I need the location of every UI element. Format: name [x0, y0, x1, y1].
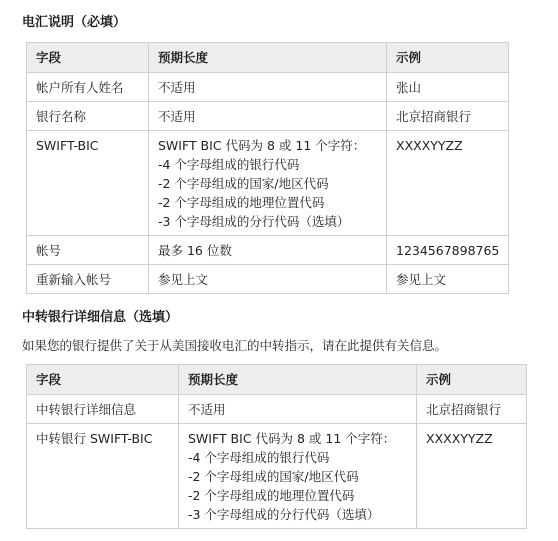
cell-expected-length	[149, 236, 387, 265]
wire-table-body	[27, 73, 509, 294]
table-row	[27, 236, 509, 265]
intermediary-table-body	[27, 395, 527, 529]
cell-example: 1234567898765	[387, 236, 509, 265]
cell-field: 银行名称	[27, 102, 149, 131]
length-line: 不适用	[188, 402, 226, 417]
cell-expected-length	[149, 73, 387, 102]
cell-example: 参见上文	[387, 265, 509, 294]
table-row	[27, 395, 527, 424]
table-header-row	[27, 365, 527, 395]
length-line: 参见上文	[158, 272, 209, 287]
intermediary-bank-title: 中转银行详细信息（选填）	[22, 310, 179, 325]
wire-instructions-table	[26, 42, 509, 294]
cell-field: 帐户所有人姓名	[27, 73, 149, 102]
table-row	[27, 131, 509, 236]
intermediary-bank-table	[26, 364, 527, 529]
cell-field: 中转银行详细信息	[27, 395, 179, 424]
length-line: -2 个字母组成的地理位置代码	[188, 488, 355, 503]
table-row	[27, 424, 527, 529]
table-row	[27, 265, 509, 294]
cell-field: 中转银行 SWIFT-BIC	[27, 424, 179, 529]
column-header-length: 预期长度	[149, 43, 387, 73]
column-header-field: 字段	[27, 43, 149, 73]
column-header-example: 示例	[417, 365, 527, 395]
length-line: SWIFT BIC 代码为 8 或 11 个字符：	[188, 431, 396, 446]
table-row	[27, 102, 509, 131]
wire-instructions-title: 电汇说明（必填）	[22, 15, 127, 30]
cell-expected-length	[179, 424, 417, 529]
length-line: -3 个字母组成的分行代码（选填）	[158, 214, 350, 229]
cell-example: 张山	[387, 73, 509, 102]
column-header-example: 示例	[387, 43, 509, 73]
cell-example: XXXXYYZZ	[387, 131, 509, 236]
column-header-field: 字段	[27, 365, 179, 395]
intermediary-description: 如果您的银行提供了关于从美国接收电汇的中转指示，请在此提供有关信息。	[22, 338, 448, 353]
length-line: -4 个字母组成的银行代码	[188, 450, 330, 465]
cell-expected-length	[149, 131, 387, 236]
table-row	[27, 73, 509, 102]
length-line: -2 个字母组成的地理位置代码	[158, 195, 325, 210]
length-line: -2 个字母组成的国家/地区代码	[158, 176, 329, 191]
cell-expected-length	[149, 102, 387, 131]
cell-example: 北京招商银行	[387, 102, 509, 131]
length-line: -4 个字母组成的银行代码	[158, 157, 300, 172]
length-line: 不适用	[158, 109, 196, 124]
length-line: -2 个字母组成的国家/地区代码	[188, 469, 359, 484]
cell-example: 北京招商银行	[417, 395, 527, 424]
cell-field: 帐号	[27, 236, 149, 265]
table-header-row	[27, 43, 509, 73]
column-header-length: 预期长度	[179, 365, 417, 395]
length-line: SWIFT BIC 代码为 8 或 11 个字符：	[158, 138, 366, 153]
length-line: 不适用	[158, 80, 196, 95]
cell-field: 重新输入帐号	[27, 265, 149, 294]
cell-expected-length	[179, 395, 417, 424]
cell-field: SWIFT-BIC	[27, 131, 149, 236]
length-line: 最多 16 位数	[158, 243, 232, 258]
cell-example: XXXXYYZZ	[417, 424, 527, 529]
length-line: -3 个字母组成的分行代码（选填）	[188, 507, 380, 522]
cell-expected-length	[149, 265, 387, 294]
